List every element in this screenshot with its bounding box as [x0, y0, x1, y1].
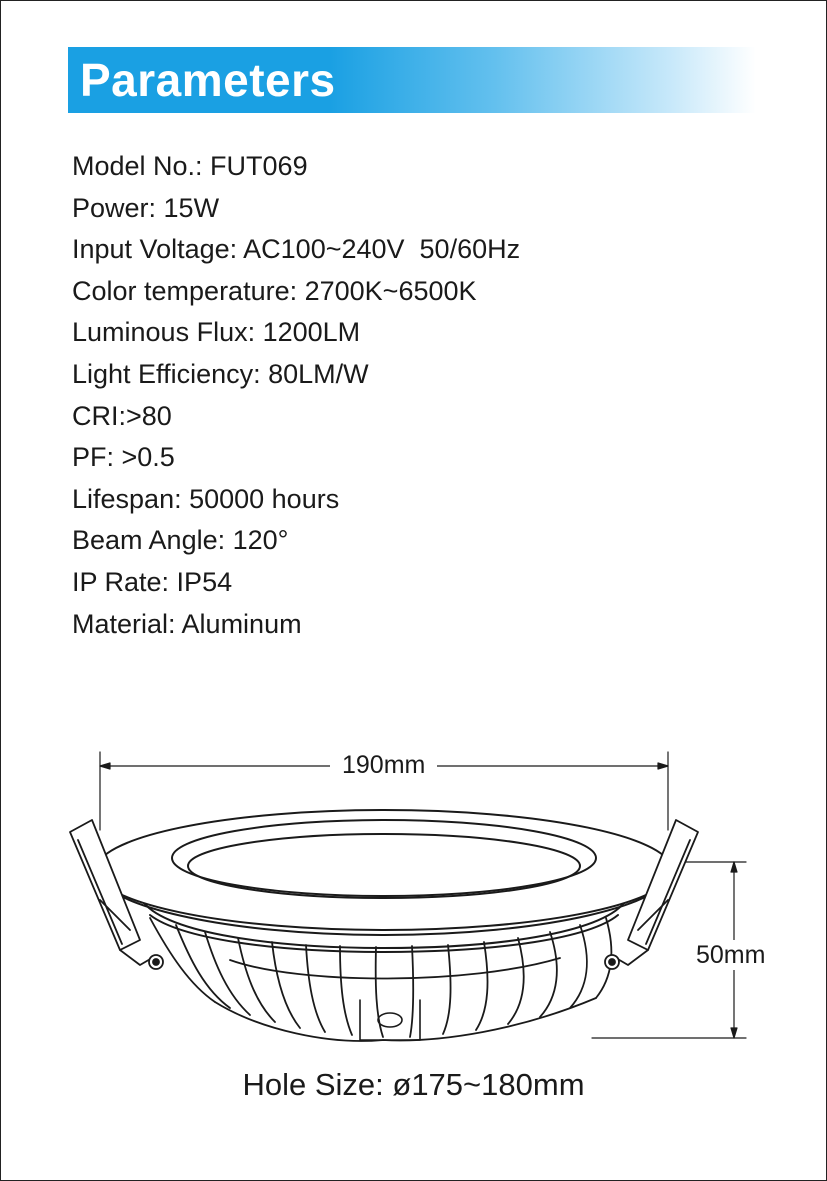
spec-lifespan: Lifespan: 50000 hours — [72, 483, 340, 514]
spec-beam-angle: Beam Angle: 120° — [72, 525, 289, 556]
spec-ip-rate: IP Rate: IP54 — [72, 566, 233, 597]
spec-material: Material: Aluminum — [72, 608, 302, 639]
spec-model: Model No.: FUT069 — [72, 151, 308, 181]
page-title: Parameters — [80, 54, 336, 106]
spec-light-efficiency: Light Efficiency: 80LM/W — [72, 358, 369, 389]
spec-list — [72, 146, 520, 645]
width-label: 190mm — [330, 750, 437, 780]
height-label: 50mm — [696, 941, 766, 969]
spec-color-temperature: Color temperature: 2700K~6500K — [72, 275, 477, 306]
spec-cri: CRI:>80 — [72, 400, 172, 431]
spec-pf: PF: >0.5 — [72, 442, 175, 473]
spec-input-voltage: Input Voltage: AC100~240V 50/60Hz — [72, 234, 521, 265]
spec-power: Power: 15W — [72, 192, 220, 223]
hole-size-label: Hole Size: ø175~180mm — [242, 1067, 585, 1102]
flange — [96, 810, 672, 935]
spec-luminous-flux: Luminous Flux: 1200LM — [72, 317, 361, 348]
